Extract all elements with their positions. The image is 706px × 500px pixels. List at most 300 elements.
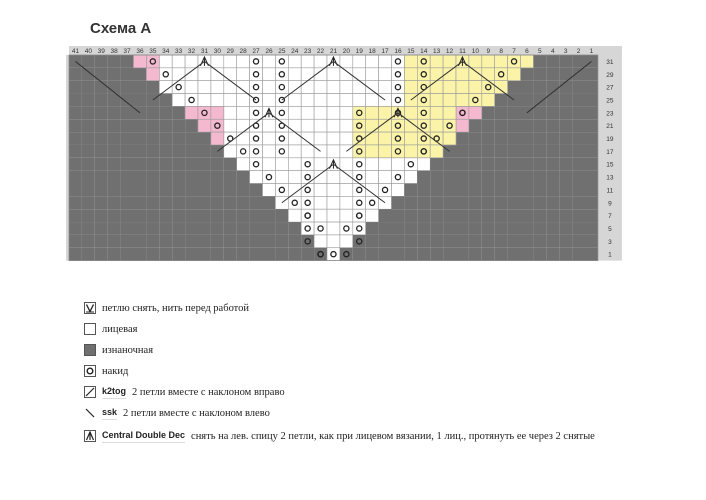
stitch-cell	[172, 132, 185, 145]
stitch-cell	[108, 184, 121, 197]
column-number: 4	[550, 48, 555, 55]
yarn-over-icon	[84, 365, 96, 377]
stitch-cell	[146, 119, 159, 132]
stitch-cell	[572, 68, 585, 81]
stitch-cell	[172, 119, 185, 132]
yellow-cell	[508, 68, 521, 81]
stitch-cell	[379, 235, 392, 248]
stitch-cell	[340, 132, 353, 145]
stitch-cell	[585, 209, 598, 222]
stitch-cell	[95, 158, 108, 171]
stitch-cell	[559, 222, 572, 235]
yellow-cell	[366, 132, 379, 145]
stitch-cell	[327, 171, 340, 184]
stitch-cell	[82, 81, 95, 94]
yellow-cell	[379, 145, 392, 158]
stitch-cell	[533, 145, 546, 158]
pink-cell	[211, 132, 224, 145]
yellow-cell	[404, 132, 417, 145]
stitch-cell	[263, 158, 276, 171]
row-number: 7	[608, 213, 612, 221]
stitch-cell	[366, 235, 379, 248]
stitch-cell	[585, 132, 598, 145]
stitch-cell	[69, 209, 82, 222]
stitch-cell	[134, 132, 147, 145]
column-number: 34	[162, 48, 170, 55]
stitch-cell	[263, 222, 276, 235]
stitch-cell	[301, 209, 314, 222]
column-number: 32	[187, 48, 196, 55]
column-number: 21	[329, 48, 338, 55]
pink-cell	[211, 106, 224, 119]
stitch-cell	[146, 94, 159, 107]
stitch-cell	[469, 132, 482, 145]
stitch-cell	[250, 209, 263, 222]
stitch-cell	[224, 106, 237, 119]
stitch-cell	[443, 222, 456, 235]
stitch-cell	[392, 81, 405, 94]
stitch-cell	[250, 68, 263, 81]
stitch-cell	[172, 209, 185, 222]
stitch-cell	[533, 235, 546, 248]
yellow-cell	[379, 132, 392, 145]
stitch-cell	[585, 119, 598, 132]
stitch-cell	[250, 158, 263, 171]
stitch-cell	[482, 171, 495, 184]
legend-text: петлю снять, нить перед работой	[102, 302, 249, 314]
stitch-cell	[572, 81, 585, 94]
stitch-cell	[146, 184, 159, 197]
stitch-cell	[185, 145, 198, 158]
stitch-cell	[198, 81, 211, 94]
stitch-cell	[224, 55, 237, 68]
row-number: 25	[606, 97, 614, 105]
stitch-cell	[301, 68, 314, 81]
stitch-cell	[482, 119, 495, 132]
yellow-cell	[353, 145, 366, 158]
stitch-cell	[263, 171, 276, 184]
yellow-cell	[417, 119, 430, 132]
pink-cell	[198, 106, 211, 119]
yellow-cell	[495, 68, 508, 81]
yellow-cell	[482, 55, 495, 68]
stitch-cell	[95, 145, 108, 158]
row-number: 3	[608, 238, 612, 246]
stitch-cell	[353, 209, 366, 222]
stitch-cell	[430, 235, 443, 248]
stitch-cell	[95, 171, 108, 184]
stitch-cell	[82, 68, 95, 81]
stitch-cell	[263, 196, 276, 209]
stitch-cell	[108, 222, 121, 235]
stitch-cell	[340, 106, 353, 119]
stitch-cell	[301, 184, 314, 197]
stitch-cell	[417, 248, 430, 261]
stitch-cell	[275, 171, 288, 184]
stitch-cell	[121, 68, 134, 81]
stitch-cell	[172, 106, 185, 119]
stitch-cell	[288, 55, 301, 68]
stitch-cell	[508, 209, 521, 222]
stitch-cell	[533, 184, 546, 197]
stitch-cell	[533, 81, 546, 94]
stitch-cell	[159, 184, 172, 197]
stitch-cell	[379, 55, 392, 68]
stitch-cell	[572, 184, 585, 197]
stitch-cell	[340, 248, 353, 261]
stitch-cell	[250, 196, 263, 209]
stitch-cell	[482, 248, 495, 261]
stitch-cell	[585, 222, 598, 235]
stitch-cell	[237, 171, 250, 184]
column-number: 6	[525, 48, 529, 55]
stitch-cell	[172, 196, 185, 209]
stitch-cell	[508, 248, 521, 261]
stitch-cell	[82, 248, 95, 261]
yellow-cell	[392, 145, 405, 158]
stitch-cell	[263, 81, 276, 94]
stitch-cell	[353, 184, 366, 197]
stitch-cell	[198, 184, 211, 197]
stitch-cell	[340, 158, 353, 171]
stitch-cell	[95, 132, 108, 145]
stitch-cell	[108, 209, 121, 222]
stitch-cell	[572, 209, 585, 222]
column-number: 12	[445, 48, 454, 55]
yellow-cell	[469, 94, 482, 107]
stitch-cell	[495, 106, 508, 119]
column-number: 16	[394, 48, 402, 55]
stitch-cell	[559, 55, 572, 68]
stitch-cell	[417, 209, 430, 222]
stitch-cell	[95, 94, 108, 107]
stitch-cell	[301, 248, 314, 261]
stitch-cell	[327, 196, 340, 209]
stitch-cell	[224, 81, 237, 94]
stitch-cell	[172, 55, 185, 68]
slip-stitch-icon	[84, 302, 96, 314]
stitch-cell	[353, 158, 366, 171]
stitch-cell	[572, 158, 585, 171]
stitch-cell	[353, 248, 366, 261]
stitch-cell	[288, 248, 301, 261]
column-number: 1	[589, 48, 594, 55]
stitch-cell	[134, 222, 147, 235]
pink-cell	[211, 119, 224, 132]
yellow-cell	[430, 81, 443, 94]
stitch-cell	[430, 209, 443, 222]
stitch-cell	[521, 184, 534, 197]
yellow-cell	[392, 132, 405, 145]
stitch-cell	[456, 145, 469, 158]
stitch-cell	[121, 145, 134, 158]
stitch-cell	[443, 235, 456, 248]
stitch-cell	[159, 94, 172, 107]
column-number: 9	[486, 48, 491, 55]
stitch-cell	[559, 184, 572, 197]
stitch-cell	[288, 158, 301, 171]
stitch-cell	[379, 196, 392, 209]
stitch-cell	[301, 196, 314, 209]
row-number: 21	[606, 123, 614, 131]
row-number: 31	[606, 58, 614, 66]
stitch-cell	[314, 222, 327, 235]
stitch-cell	[379, 94, 392, 107]
stitch-cell	[159, 196, 172, 209]
stitch-cell	[366, 55, 379, 68]
stitch-cell	[521, 171, 534, 184]
stitch-cell	[508, 106, 521, 119]
stitch-cell	[224, 119, 237, 132]
stitch-cell	[533, 196, 546, 209]
stitch-cell	[263, 94, 276, 107]
stitch-cell	[198, 222, 211, 235]
stitch-cell	[275, 209, 288, 222]
stitch-cell	[185, 158, 198, 171]
stitch-cell	[211, 55, 224, 68]
stitch-cell	[533, 209, 546, 222]
yellow-cell	[366, 145, 379, 158]
stitch-cell	[108, 106, 121, 119]
stitch-cell	[508, 81, 521, 94]
stitch-cell	[275, 145, 288, 158]
stitch-cell	[392, 209, 405, 222]
stitch-cell	[456, 235, 469, 248]
stitch-cell	[559, 209, 572, 222]
stitch-cell	[314, 94, 327, 107]
stitch-cell	[69, 222, 82, 235]
stitch-cell	[585, 248, 598, 261]
stitch-cell	[340, 184, 353, 197]
stitch-cell	[314, 132, 327, 145]
stitch-cell	[508, 132, 521, 145]
stitch-cell	[95, 209, 108, 222]
stitch-cell	[327, 222, 340, 235]
stitch-cell	[224, 158, 237, 171]
column-number: 39	[97, 48, 105, 55]
stitch-cell	[559, 235, 572, 248]
stitch-cell	[121, 235, 134, 248]
stitch-cell	[263, 209, 276, 222]
stitch-cell	[172, 145, 185, 158]
stitch-cell	[314, 235, 327, 248]
yellow-cell	[404, 68, 417, 81]
column-number: 28	[239, 48, 247, 55]
column-number: 23	[304, 48, 312, 55]
stitch-cell	[508, 222, 521, 235]
stitch-cell	[237, 196, 250, 209]
stitch-cell	[69, 248, 82, 261]
stitch-cell	[404, 196, 417, 209]
stitch-cell	[159, 119, 172, 132]
stitch-cell	[224, 248, 237, 261]
stitch-cell	[417, 235, 430, 248]
stitch-cell	[546, 248, 559, 261]
stitch-cell	[585, 184, 598, 197]
stitch-cell	[82, 235, 95, 248]
stitch-cell	[108, 132, 121, 145]
stitch-cell	[533, 171, 546, 184]
stitch-cell	[69, 184, 82, 197]
stitch-cell	[559, 81, 572, 94]
stitch-cell	[379, 209, 392, 222]
row-number: 9	[608, 200, 612, 208]
stitch-cell	[508, 94, 521, 107]
stitch-cell	[366, 196, 379, 209]
stitch-cell	[82, 171, 95, 184]
stitch-cell	[237, 184, 250, 197]
stitch-cell	[443, 248, 456, 261]
left-edge-strip	[66, 55, 69, 261]
stitch-cell	[340, 235, 353, 248]
yellow-cell	[430, 119, 443, 132]
stitch-cell	[301, 106, 314, 119]
stitch-cell	[572, 196, 585, 209]
stitch-cell	[121, 119, 134, 132]
stitch-cell	[211, 171, 224, 184]
ssk-icon	[84, 407, 96, 419]
stitch-cell	[237, 106, 250, 119]
stitch-cell	[546, 106, 559, 119]
stitch-cell	[533, 94, 546, 107]
yellow-cell	[430, 68, 443, 81]
stitch-cell	[508, 235, 521, 248]
stitch-cell	[185, 235, 198, 248]
stitch-cell	[185, 171, 198, 184]
stitch-cell	[430, 184, 443, 197]
stitch-cell	[392, 235, 405, 248]
stitch-cell	[585, 81, 598, 94]
stitch-cell	[495, 196, 508, 209]
stitch-cell	[121, 55, 134, 68]
stitch-cell	[585, 171, 598, 184]
stitch-cell	[495, 248, 508, 261]
stitch-cell	[443, 196, 456, 209]
stitch-cell	[430, 171, 443, 184]
stitch-cell	[404, 209, 417, 222]
stitch-cell	[379, 248, 392, 261]
stitch-cell	[211, 184, 224, 197]
stitch-cell	[108, 171, 121, 184]
stitch-cell	[146, 248, 159, 261]
stitch-cell	[417, 158, 430, 171]
k2tog-icon	[84, 386, 96, 398]
stitch-cell	[108, 158, 121, 171]
yellow-cell	[443, 132, 456, 145]
row-number: 5	[608, 225, 612, 233]
stitch-cell	[275, 184, 288, 197]
stitch-cell	[521, 68, 534, 81]
yellow-cell	[430, 106, 443, 119]
stitch-cell	[508, 119, 521, 132]
stitch-cell	[211, 81, 224, 94]
stitch-cell	[95, 119, 108, 132]
stitch-cell	[288, 68, 301, 81]
column-number: 5	[538, 48, 542, 55]
stitch-cell	[546, 184, 559, 197]
stitch-cell	[95, 184, 108, 197]
legend-text: лицевая	[102, 323, 138, 335]
stitch-cell	[121, 158, 134, 171]
stitch-cell	[546, 196, 559, 209]
column-number: 14	[420, 48, 428, 55]
stitch-cell	[469, 209, 482, 222]
column-number: 20	[342, 48, 350, 55]
stitch-cell	[585, 94, 598, 107]
stitch-cell	[456, 222, 469, 235]
stitch-cell	[404, 248, 417, 261]
yellow-cell	[404, 55, 417, 68]
stitch-cell	[121, 209, 134, 222]
column-number: 27	[252, 48, 260, 55]
legend-item-k2tog	[84, 383, 285, 401]
stitch-cell	[224, 222, 237, 235]
legend-item-purl	[84, 341, 153, 359]
stitch-cell	[379, 222, 392, 235]
stitch-cell	[495, 145, 508, 158]
stitch-cell	[495, 184, 508, 197]
stitch-cell	[185, 132, 198, 145]
stitch-cell	[572, 222, 585, 235]
legend-item-slip	[84, 299, 249, 317]
stitch-cell	[146, 145, 159, 158]
stitch-cell	[198, 235, 211, 248]
stitch-cell	[340, 145, 353, 158]
legend-name: Central Double Dec	[102, 430, 185, 443]
stitch-cell	[340, 209, 353, 222]
legend-name: ssk	[102, 407, 117, 420]
stitch-cell	[443, 171, 456, 184]
stitch-cell	[211, 248, 224, 261]
stitch-cell	[288, 171, 301, 184]
stitch-cell	[198, 68, 211, 81]
stitch-cell	[533, 132, 546, 145]
stitch-cell	[159, 171, 172, 184]
stitch-cell	[275, 158, 288, 171]
stitch-cell	[417, 222, 430, 235]
stitch-cell	[379, 184, 392, 197]
stitch-cell	[301, 81, 314, 94]
yellow-cell	[443, 55, 456, 68]
stitch-cell	[82, 106, 95, 119]
stitch-cell	[82, 119, 95, 132]
yellow-cell	[392, 119, 405, 132]
stitch-cell	[185, 94, 198, 107]
stitch-cell	[82, 184, 95, 197]
column-number: 13	[433, 48, 441, 55]
stitch-cell	[69, 171, 82, 184]
stitch-cell	[146, 106, 159, 119]
legend-item-yarn-over	[84, 362, 128, 380]
stitch-cell	[495, 94, 508, 107]
stitch-cell	[392, 68, 405, 81]
stitch-cell	[121, 106, 134, 119]
yellow-cell	[456, 94, 469, 107]
yellow-cell	[417, 68, 430, 81]
stitch-cell	[585, 158, 598, 171]
stitch-cell	[224, 171, 237, 184]
stitch-cell	[546, 209, 559, 222]
yellow-cell	[482, 94, 495, 107]
stitch-cell	[521, 235, 534, 248]
stitch-cell	[95, 222, 108, 235]
column-number: 18	[368, 48, 376, 55]
stitch-cell	[482, 106, 495, 119]
stitch-cell	[533, 119, 546, 132]
stitch-cell	[108, 68, 121, 81]
stitch-cell	[237, 94, 250, 107]
stitch-cell	[288, 209, 301, 222]
